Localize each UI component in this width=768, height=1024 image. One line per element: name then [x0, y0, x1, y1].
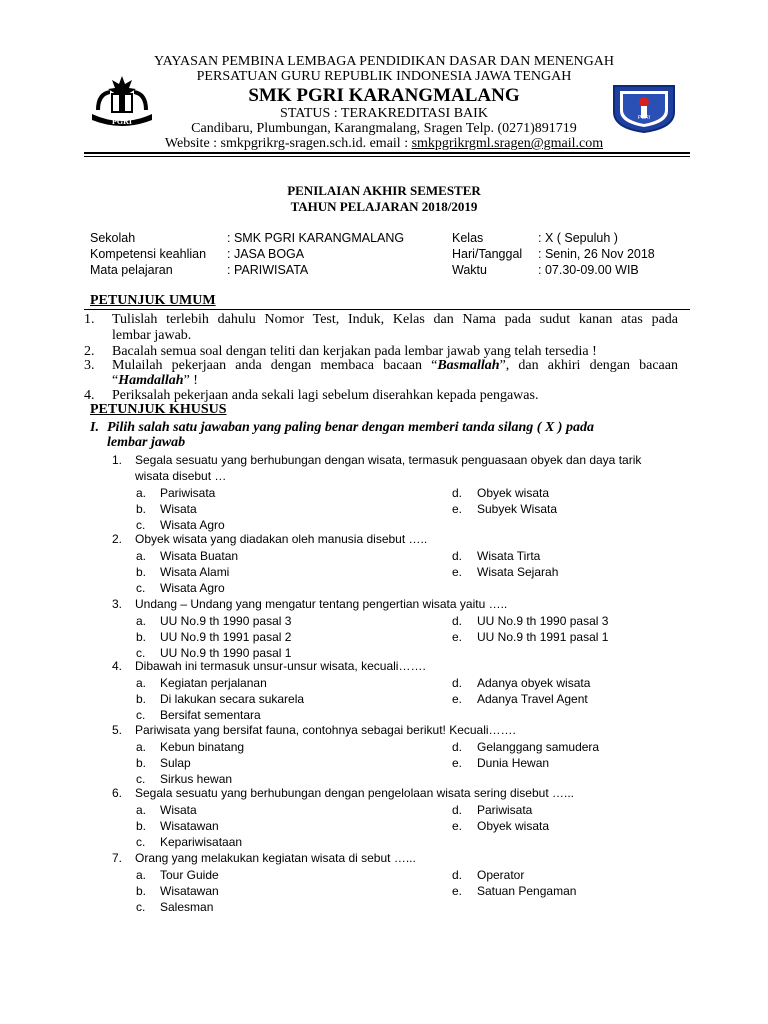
- option-a: UU No.9 th 1990 pasal 3: [160, 614, 292, 628]
- part-instruction: Pilih salah satu jawaban yang paling benar dengan memberi tanda silang ( X ) pada: [107, 420, 594, 435]
- association-name: PERSATUAN GURU REPUBLIK INDONESIA JAWA TENGAH: [196, 69, 572, 84]
- header-rule-thick: [84, 152, 690, 154]
- option-e: Dunia Hewan: [477, 756, 550, 770]
- email-link[interactable]: smkpgrikrgml.sragen@gmail.com: [411, 136, 604, 151]
- option-letter: b.: [136, 756, 147, 770]
- option-b: Wisata Alami: [160, 565, 230, 579]
- header-rule-thin: [84, 156, 690, 157]
- question-number: 2.: [112, 532, 123, 546]
- option-letter: d.: [452, 740, 463, 754]
- svg-text:PGRI: PGRI: [112, 117, 132, 126]
- question-text: wisata disebut …: [135, 469, 227, 483]
- option-letter: c.: [136, 581, 146, 595]
- option-letter: a.: [136, 549, 147, 563]
- exam-title: PENILAIAN AKHIR SEMESTER: [287, 183, 481, 198]
- question-text: Orang yang melakukan kegiatan wisata di sebut …...: [135, 851, 416, 865]
- info-value: : X ( Sepuluh ): [538, 231, 618, 245]
- option-c: Bersifat sementara: [160, 708, 261, 722]
- option-a: Pariwisata: [160, 486, 216, 500]
- instruction-text: Mulailah pekerjaan anda dengan membaca bacaan “Basmallah”, dan akhiri dengan bacaan: [112, 358, 678, 373]
- option-a: Tour Guide: [160, 868, 219, 882]
- question-number: 1.: [112, 453, 123, 467]
- info-label: Kelas: [452, 231, 484, 245]
- info-value: : PARIWISATA: [227, 263, 309, 277]
- part-label: I.: [90, 420, 99, 435]
- option-letter: c.: [136, 708, 146, 722]
- option-letter: d.: [452, 676, 463, 690]
- option-a: Wisata: [160, 803, 197, 817]
- option-d: Wisata Tirta: [477, 549, 541, 563]
- option-letter: c.: [136, 518, 146, 532]
- option-e: Subyek Wisata: [477, 502, 558, 516]
- info-value: : 07.30-09.00 WIB: [538, 263, 639, 277]
- info-label: Mata pelajaran: [90, 263, 173, 277]
- option-d: Operator: [477, 868, 525, 882]
- info-label: Waktu: [452, 263, 487, 277]
- svg-text:PGRI: PGRI: [637, 115, 651, 121]
- instruction-number: 3.: [84, 358, 95, 373]
- question-number: 3.: [112, 597, 123, 611]
- option-d: UU No.9 th 1990 pasal 3: [477, 614, 609, 628]
- question-number: 5.: [112, 723, 123, 737]
- option-c: Wisata Agro: [160, 581, 225, 595]
- instruction-text: Periksalah pekerjaan anda sekali lagi sebelum diserahkan kepada pengawas.: [112, 388, 539, 403]
- option-d: Obyek wisata: [477, 486, 550, 500]
- option-a: Wisata Buatan: [160, 549, 239, 563]
- special-instructions-heading: PETUNJUK KHUSUS: [90, 402, 227, 417]
- option-e: Adanya Travel Agent: [477, 692, 588, 706]
- option-b: Wisata: [160, 502, 197, 516]
- option-a: Kebun binatang: [160, 740, 245, 754]
- website-text: Website : smkpgrikrg-sragen.sch.id. email :: [164, 136, 412, 151]
- part-instruction: lembar jawab: [107, 435, 186, 450]
- option-d: Gelanggang samudera: [477, 740, 600, 754]
- option-letter: c.: [136, 835, 146, 849]
- section-rule: [84, 309, 690, 310]
- instruction-number: 4.: [84, 388, 95, 403]
- question-text: Segala sesuatu yang berhubungan dengan wisata, termasuk penguasaan obyek dan daya tarik: [135, 453, 642, 467]
- option-letter: e.: [452, 884, 463, 898]
- option-e: Wisata Sejarah: [477, 565, 559, 579]
- option-b: Sulap: [160, 756, 191, 770]
- option-letter: a.: [136, 740, 147, 754]
- question-text: Segala sesuatu yang berhubungan dengan pengelolaan wisata sering disebut …...: [135, 786, 574, 800]
- option-c: Sirkus hewan: [160, 772, 233, 786]
- option-letter: c.: [136, 900, 146, 914]
- option-letter: d.: [452, 549, 463, 563]
- option-letter: e.: [452, 756, 463, 770]
- option-letter: b.: [136, 502, 147, 516]
- instruction-text: “Hamdallah” !: [112, 373, 198, 388]
- option-e: Satuan Pengaman: [477, 884, 577, 898]
- option-letter: a.: [136, 868, 147, 882]
- option-letter: d.: [452, 868, 463, 882]
- option-c: Salesman: [160, 900, 214, 914]
- option-a: Kegiatan perjalanan: [160, 676, 267, 690]
- instruction-number: 2.: [84, 344, 95, 359]
- option-letter: a.: [136, 614, 147, 628]
- exam-year: TAHUN PELAJARAN 2018/2019: [290, 199, 478, 214]
- question-text: Pariwisata yang bersifat fauna, contohnya sebagai berikut! Kecuali…….: [135, 723, 516, 737]
- instruction-text: Tulislah terlebih dahulu Nomor Test, Induk, Kelas dan Nama pada sudut kanan atas pada: [112, 312, 678, 327]
- option-letter: b.: [136, 884, 147, 898]
- instruction-number: 1.: [84, 312, 95, 327]
- question-number: 7.: [112, 851, 123, 865]
- option-e: Obyek wisata: [477, 819, 550, 833]
- question-number: 6.: [112, 786, 123, 800]
- option-letter: e.: [452, 819, 463, 833]
- instruction-text: Bacalah semua soal dengan teliti dan kerjakan pada lembar jawab yang telah tersedia !: [112, 344, 597, 359]
- question-text: Obyek wisata yang diadakan oleh manusia disebut …..: [135, 532, 428, 546]
- option-b: Wisatawan: [160, 884, 219, 898]
- option-letter: e.: [452, 692, 463, 706]
- school-name: SMK PGRI KARANGMALANG: [248, 85, 520, 106]
- option-b: Di lakukan secara sukarela: [160, 692, 305, 706]
- info-value: : Senin, 26 Nov 2018: [538, 247, 655, 261]
- question-text: Undang – Undang yang mengatur tentang pengertian wisata yaitu …..: [135, 597, 508, 611]
- option-letter: e.: [452, 502, 463, 516]
- option-letter: b.: [136, 630, 147, 644]
- option-c: UU No.9 th 1990 pasal 1: [160, 646, 292, 660]
- accreditation-status: STATUS : TERAKREDITASI BAIK: [280, 106, 488, 121]
- option-letter: d.: [452, 614, 463, 628]
- option-letter: d.: [452, 803, 463, 817]
- question-number: 4.: [112, 659, 123, 673]
- option-letter: b.: [136, 819, 147, 833]
- school-address: Candibaru, Plumbungan, Karangmalang, Sragen Telp. (0271)891719: [191, 121, 577, 136]
- option-b: UU No.9 th 1991 pasal 2: [160, 630, 292, 644]
- option-letter: b.: [136, 692, 147, 706]
- option-d: Pariwisata: [477, 803, 533, 817]
- option-letter: d.: [452, 486, 463, 500]
- option-d: Adanya obyek wisata: [477, 676, 591, 690]
- info-label: Kompetensi keahlian: [90, 247, 207, 261]
- option-c: Wisata Agro: [160, 518, 225, 532]
- option-b: Wisatawan: [160, 819, 219, 833]
- option-letter: a.: [136, 803, 147, 817]
- option-letter: c.: [136, 772, 146, 786]
- option-letter: e.: [452, 630, 463, 644]
- option-c: Kepariwisataan: [160, 835, 243, 849]
- foundation-name: YAYASAN PEMBINA LEMBAGA PENDIDIKAN DASAR DAN MENENGAH: [154, 54, 614, 69]
- info-value: : JASA BOGA: [227, 247, 305, 261]
- option-letter: c.: [136, 646, 146, 660]
- info-label: Hari/Tanggal: [452, 247, 523, 261]
- general-instructions-heading: PETUNJUK UMUM: [90, 293, 216, 308]
- option-letter: a.: [136, 486, 147, 500]
- question-text: Dibawah ini termasuk unsur-unsur wisata, kecuali…….: [135, 659, 426, 673]
- option-letter: e.: [452, 565, 463, 579]
- instruction-text: lembar jawab.: [112, 328, 192, 343]
- info-value: : SMK PGRI KARANGMALANG: [227, 231, 405, 245]
- option-letter: a.: [136, 676, 147, 690]
- info-label: Sekolah: [90, 231, 136, 245]
- option-e: UU No.9 th 1991 pasal 1: [477, 630, 609, 644]
- contact-line: [0, 136, 768, 152]
- option-letter: b.: [136, 565, 147, 579]
